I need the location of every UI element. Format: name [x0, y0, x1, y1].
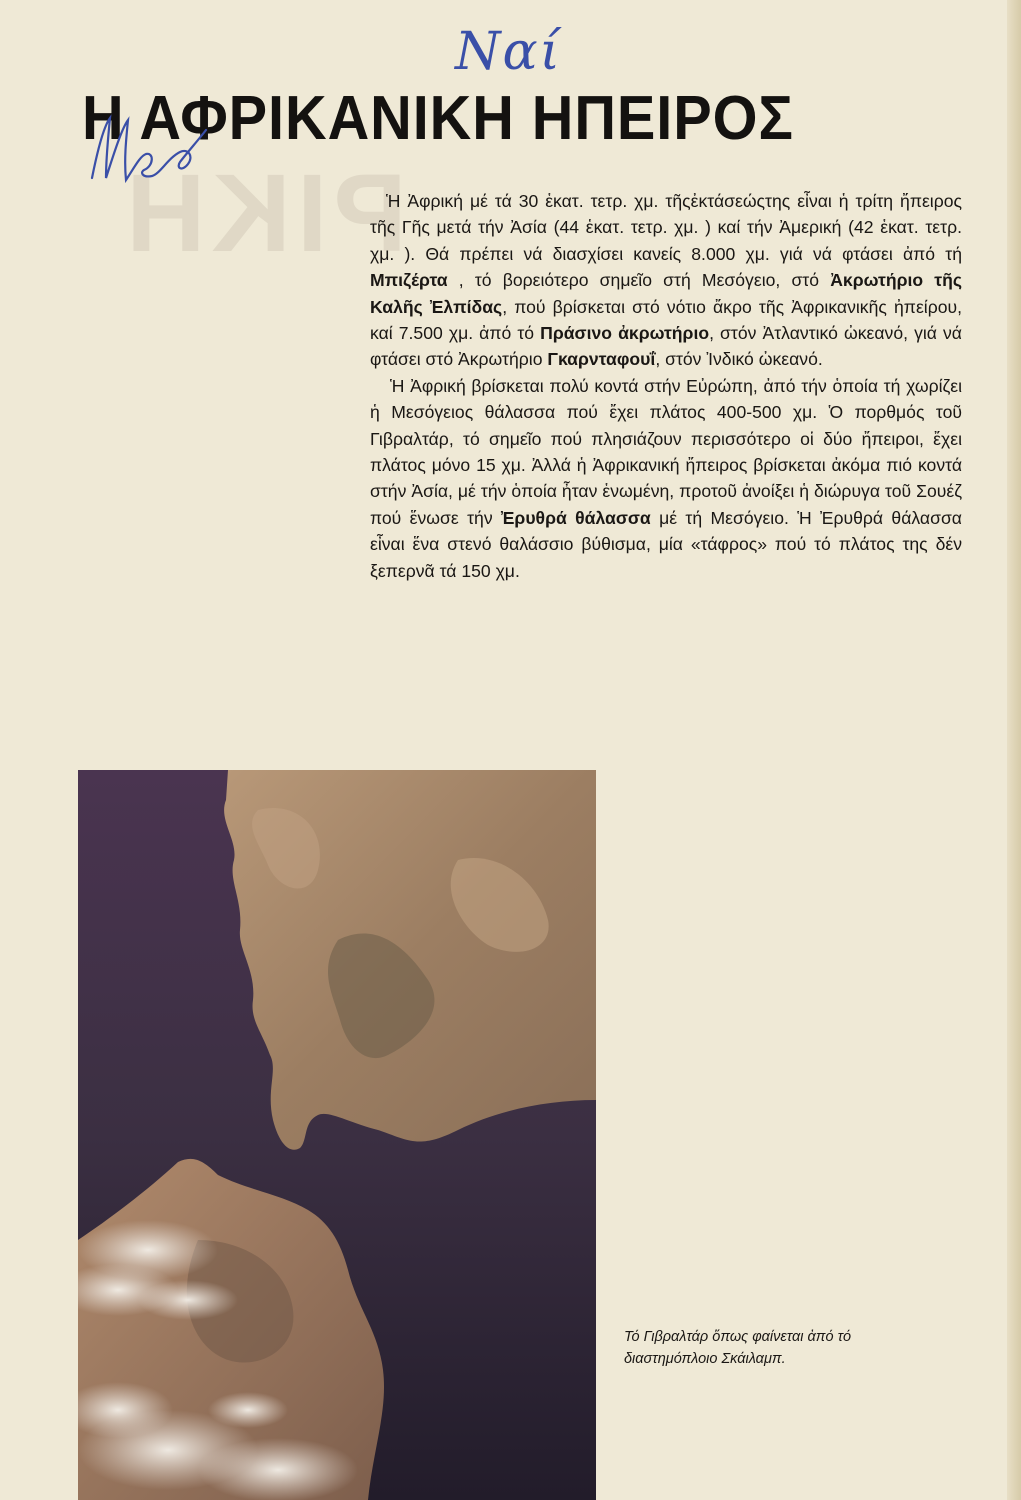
- text-run: μέ τή Μεσόγειο. Ἡ Ἐρυθρά θάλασσα εἶναι ἕνα στενό θαλάσσιο βύθισμα, μία «τάφρος» πού τό πλάτος της δέν ξεπερνᾶ τά 150 χμ.: [370, 507, 962, 581]
- text-run: Ἡ Ἀφρική μέ τά 30 ἑκατ. τετρ. χμ. τῆςἐκτάσεώςτης εἶναι ἡ τρίτη ἤπειρος τῆς Γῆς μετά τήν Ἀσία (44 ἑκατ. τετρ. χμ. ) καί τήν Ἀμερική (42 ἑκατ. τετρ. χμ. ). Θά πρέπει νά διασχίσει κανείς 8.000 χμ. γιά νά φτάσει ἀπό τή: [370, 191, 962, 264]
- show-through-text: ΡΙΚΗ: [120, 152, 407, 275]
- bold-place-name: Ἀκρωτήριο τῆς Καλῆς Ἐλπίδας: [370, 270, 963, 317]
- photo-caption: Τό Γιβραλτάρ ὅπως φαίνεται ἀπό τό διαστημόπλοιο Σκάιλαμπ.: [624, 1329, 852, 1367]
- handwritten-signature: [84, 108, 234, 188]
- satellite-photo-gibraltar: [78, 770, 596, 1500]
- page-edge: [1007, 0, 1021, 1500]
- text-run: , τό βορειότερο σημεῖο στή Μεσόγειο, στό: [447, 270, 831, 291]
- text-run: , στόν Ἰνδικό ὠκεανό.: [655, 349, 823, 370]
- paragraph-1: [370, 188, 962, 373]
- text-run: , πού βρίσκεται στό νότιο ἄκρο τῆς Ἀφρικανικῆς ἠπείρου, καί 7.500 χμ. ἀπό τό: [370, 296, 962, 344]
- bold-place-name: Πράσινο ἀκρωτήριο: [540, 323, 710, 344]
- text-run: , στόν Ἀτλαντικό ὠκεανό, γιά νά φτάσει στό Ἀκρωτήριο: [370, 323, 962, 370]
- bold-place-name: Γκαρνταφουΐ: [547, 349, 656, 370]
- text-run: Ἡ Ἀφρική βρίσκεται πολύ κοντά στήν Εὐρώπη, ἀπό τήν ὁποία τή χωρίζει ἡ Μεσόγειος θάλασσα πού ἔχει πλάτος 400-500 χμ. Ὁ πορθμός τοῦ Γιβραλτάρ, τό σημεῖο πού πλησιάζουν περισσότερο οἱ δύο ἤπειροι, ἔχει πλάτος μόνο 15 χμ. Ἀλλά ἡ Ἀφρικανική ἤπειρος βρίσκεται ἀκόμα πιό κοντά στήν Ἀσία, μέ τήν ὁποία ἦταν ἑνωμένη, προτοῦ ἀνοίξει ἡ διώρυγα τοῦ Σουέζ πού ἕνωσε τήν: [370, 375, 962, 528]
- page-title: Η ΑΦΡΙΚΑΝΙΚΗ ΗΠΕΙΡΟΣ: [82, 84, 794, 153]
- article-body: [370, 188, 962, 584]
- paragraph-2: [370, 373, 962, 584]
- bold-place-name: Μπιζέρτα: [370, 270, 448, 291]
- bold-place-name: Ἐρυθρά θάλασσα: [500, 507, 651, 528]
- handwritten-note: Ναί: [455, 22, 563, 82]
